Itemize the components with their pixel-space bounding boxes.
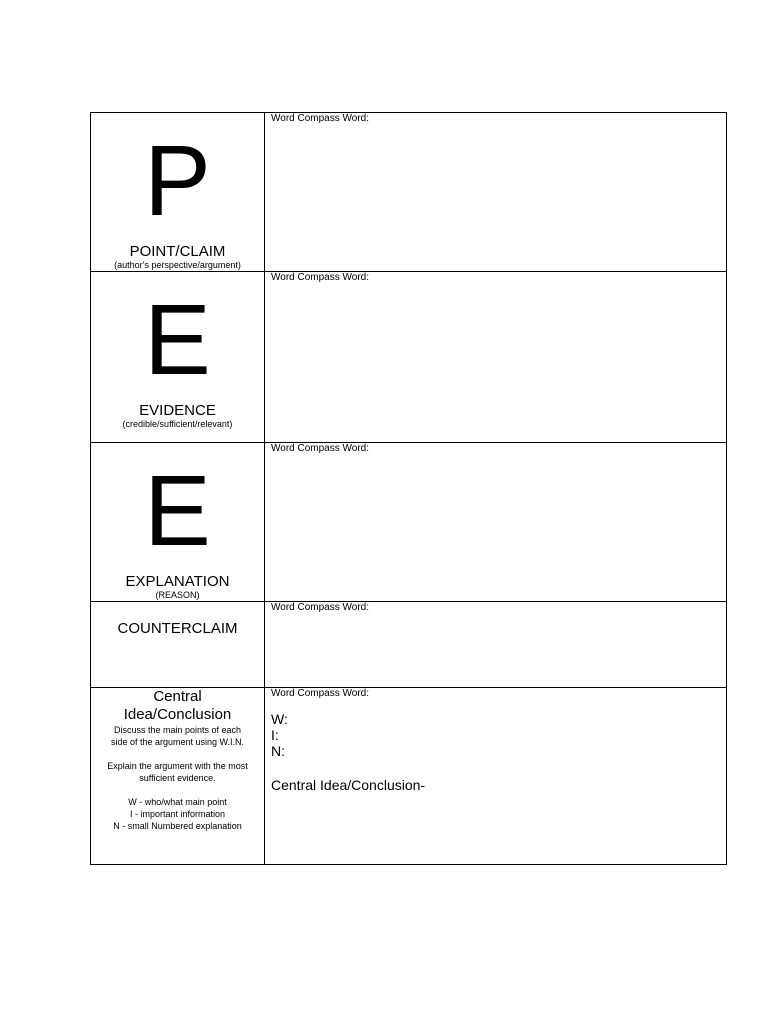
explanation-row (91, 443, 727, 602)
explanation-writing-area[interactable] (265, 443, 727, 602)
pee-organizer-table (90, 112, 727, 865)
central-title-line1: Central (153, 688, 202, 705)
win-w-definition: W - who/what main point (128, 797, 227, 807)
point-label-cell (91, 113, 265, 272)
evidence-label: EVIDENCE (139, 402, 216, 419)
counterclaim-label-cell (91, 602, 265, 688)
point-label: POINT/CLAIM (129, 243, 226, 260)
evidence-row (91, 272, 727, 443)
evidence-label-cell (91, 272, 265, 443)
explanation-label-cell (91, 443, 265, 602)
central-word-compass-prompt: Word Compass Word: (271, 688, 369, 699)
counterclaim-word-compass-prompt: Word Compass Word: (271, 602, 369, 613)
central-desc1-line2: side of the argument using W.I.N. (110, 737, 245, 747)
evidence-letter: E (144, 284, 211, 396)
win-i-prompt: I: (271, 727, 279, 743)
point-sublabel: (author's perspective/argument) (114, 260, 241, 270)
central-desc2-line2: sufficient evidence. (139, 773, 216, 783)
central-idea-row (91, 688, 727, 865)
point-writing-area[interactable] (265, 113, 727, 272)
central-title-line2: Idea/Conclusion (123, 706, 232, 723)
counterclaim-label: COUNTERCLAIM (117, 620, 238, 637)
point-row (91, 113, 727, 272)
evidence-sublabel: (credible/sufficient/relevant) (122, 419, 233, 429)
explanation-word-compass-prompt: Word Compass Word: (271, 443, 369, 454)
point-word-compass-prompt: Word Compass Word: (271, 113, 369, 124)
win-w-prompt: W: (271, 711, 288, 727)
evidence-writing-area[interactable] (265, 272, 727, 443)
explanation-sublabel: (REASON) (155, 590, 200, 600)
counterclaim-writing-area[interactable] (265, 602, 727, 688)
counterclaim-row (91, 602, 727, 688)
central-idea-label-cell (91, 688, 265, 865)
evidence-word-compass-prompt: Word Compass Word: (271, 272, 369, 283)
win-n-prompt: N: (271, 743, 285, 759)
central-desc1-line1: Discuss the main points of each (113, 725, 242, 735)
win-n-definition: N - small Numbered explanation (113, 821, 242, 831)
central-conclusion-prompt: Central Idea/Conclusion- (271, 777, 426, 793)
central-desc2-line1: Explain the argument with the most (107, 761, 248, 771)
point-letter: P (144, 125, 211, 237)
win-i-definition: I - important information (129, 809, 226, 819)
explanation-label: EXPLANATION (125, 573, 230, 590)
central-idea-writing-area[interactable] (265, 688, 727, 865)
explanation-letter: E (144, 455, 211, 567)
